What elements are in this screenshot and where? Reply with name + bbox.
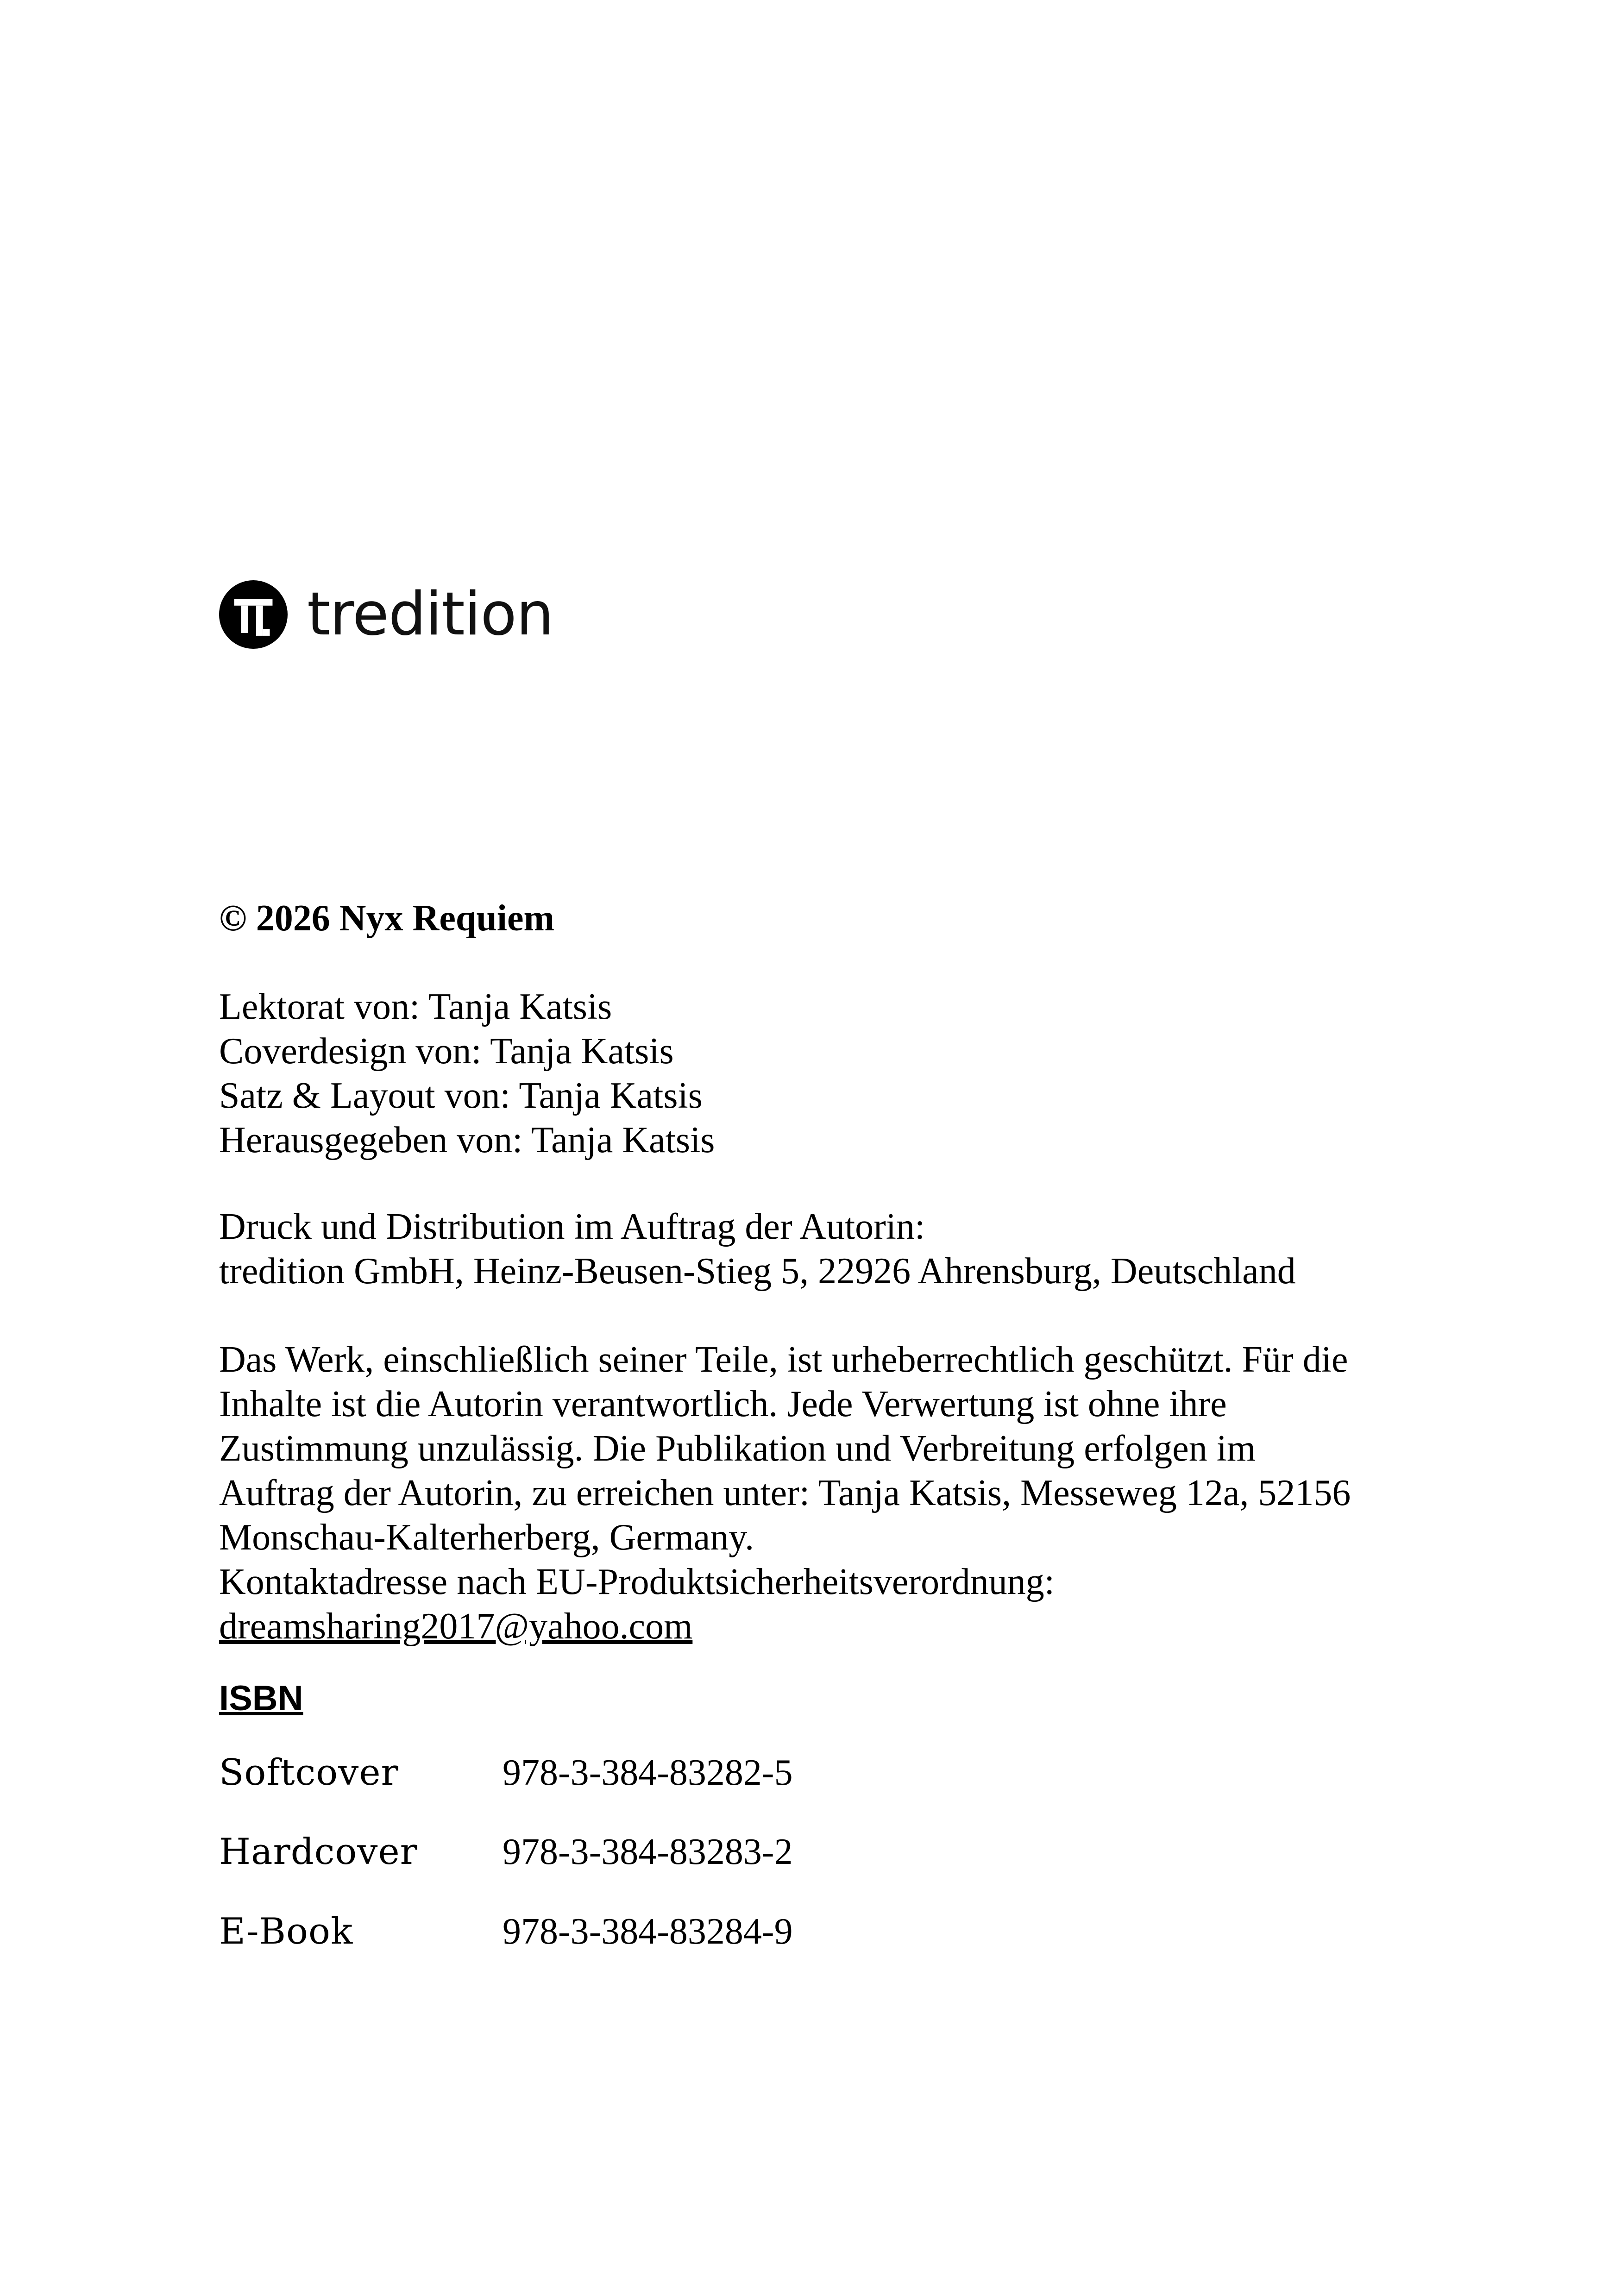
print-distribution-block xyxy=(219,1204,1296,1293)
isbn-number: 978-3-384-83282-5 xyxy=(503,1752,793,1793)
isbn-format-label: Softcover xyxy=(219,1752,399,1794)
contact-email-link[interactable]: dreamsharing2017@yahoo.com xyxy=(219,1606,693,1647)
notice-line: Das Werk, einschließlich seiner Teile, ist urheberrechtlich geschützt. Für die xyxy=(219,1339,1348,1380)
notice-line: Auftrag der Autorin, zu erreichen unter: Tanja Katsis, Messeweg 12a, 52156 xyxy=(219,1473,1351,1513)
isbn-number: 978-3-384-83284-9 xyxy=(503,1911,793,1952)
print-line: Druck und Distribution im Auftrag der Autorin: xyxy=(219,1206,925,1247)
print-address-line: tredition GmbH, Heinz-Beusen-Stieg 5, 22926 Ahrensburg, Deutschland xyxy=(219,1251,1296,1292)
credit-line-layout: Satz & Layout von: Tanja Katsis xyxy=(219,1075,703,1116)
publisher-logo xyxy=(219,580,553,649)
notice-line: Zustimmung unzulässig. Die Publikation und Verbreitung erfolgen im xyxy=(219,1428,1256,1469)
copyright-line: © 2026 Nyx Requiem xyxy=(219,898,555,939)
notice-line: Kontaktadresse nach EU-Produktsicherheitsverordnung: xyxy=(219,1562,1055,1602)
notice-line: Inhalte ist die Autorin verantwortlich. Jede Verwertung ist ohne ihre xyxy=(219,1384,1227,1424)
isbn-format-label: E-Book xyxy=(219,1911,353,1952)
isbn-format-label: Hardcover xyxy=(219,1831,418,1873)
isbn-heading: ISBN xyxy=(219,1679,303,1718)
credits-block xyxy=(219,985,715,1162)
legal-notice-block xyxy=(219,1337,1351,1649)
credit-line-cover: Coverdesign von: Tanja Katsis xyxy=(219,1031,674,1072)
notice-line: Monschau-Kalterherberg, Germany. xyxy=(219,1517,754,1558)
credit-line-publisher: Herausgegeben von: Tanja Katsis xyxy=(219,1120,715,1161)
tredition-logo-icon xyxy=(219,580,288,649)
publisher-logo-text: tredition xyxy=(307,580,553,649)
credit-line-editing: Lektorat von: Tanja Katsis xyxy=(219,986,612,1027)
isbn-number: 978-3-384-83283-2 xyxy=(503,1832,793,1872)
